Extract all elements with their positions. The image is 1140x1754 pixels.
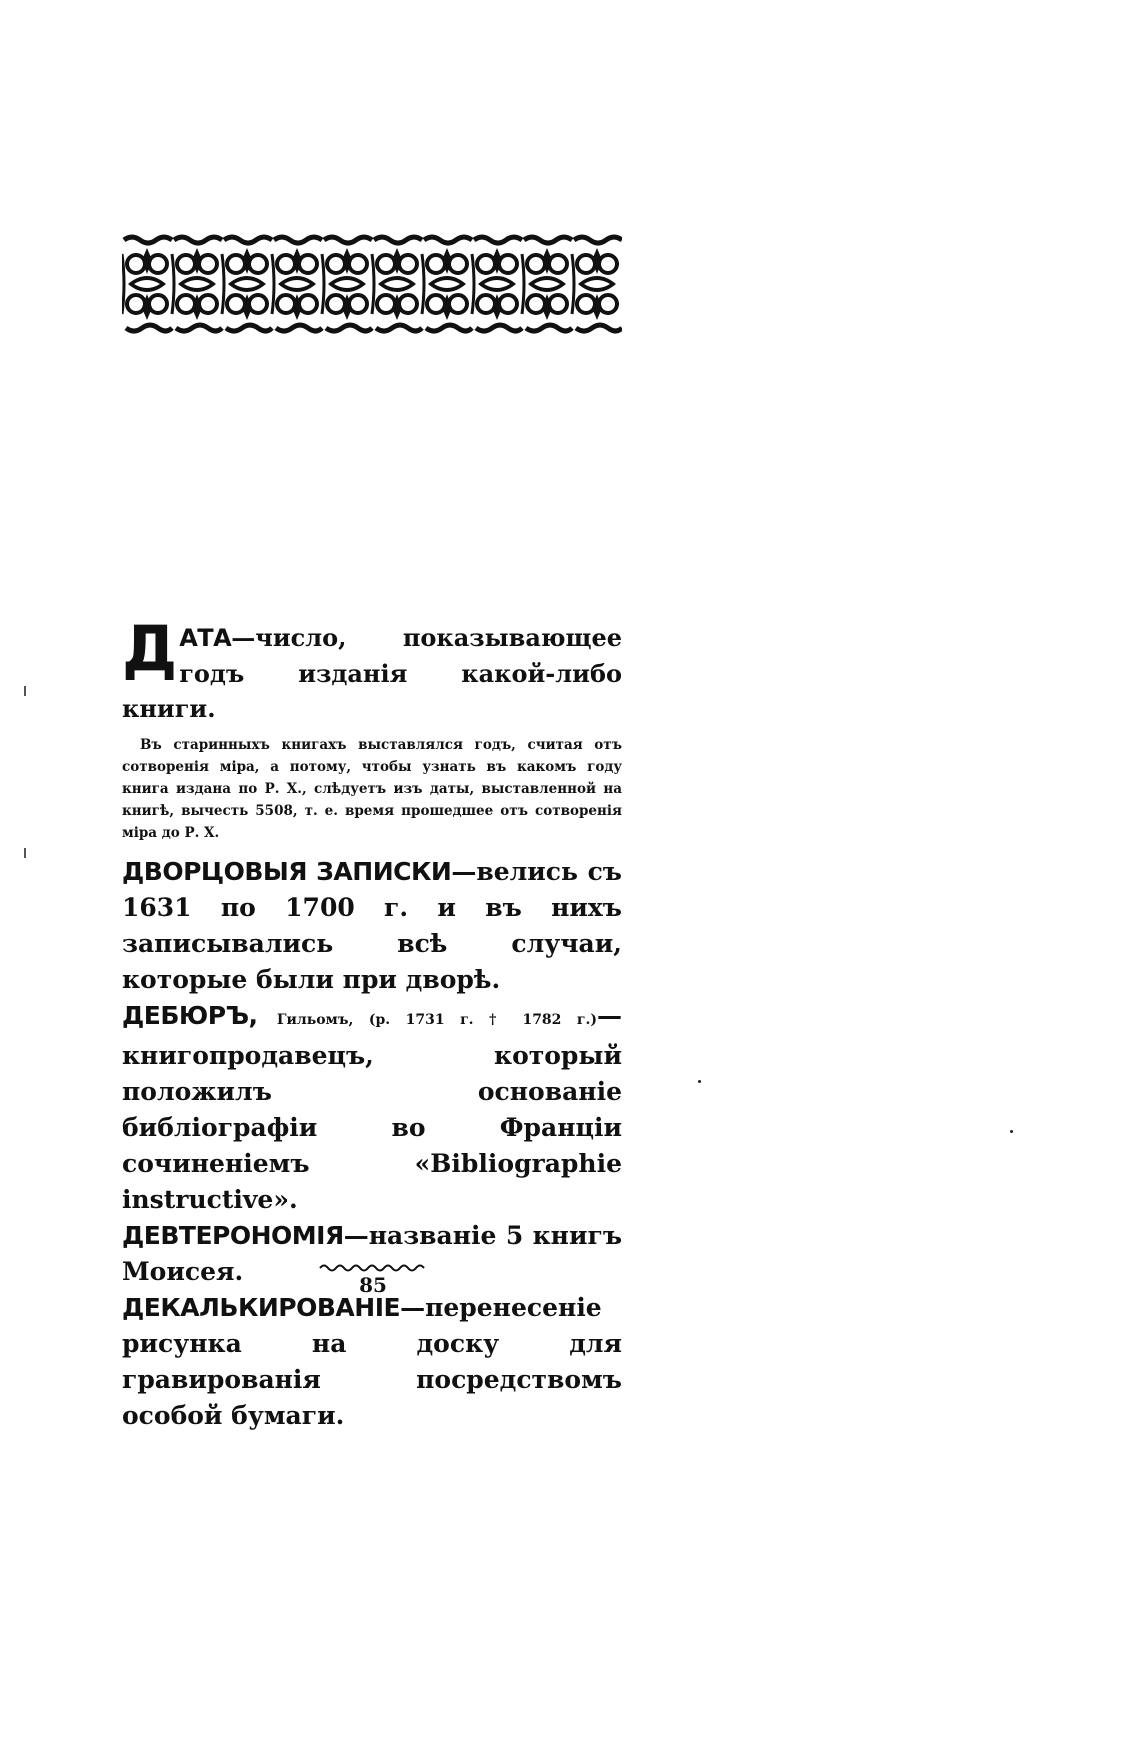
drop-cap: Д: [122, 612, 178, 685]
entry-debyur-definition: — книгопродавецъ, который положилъ основаніе библіографіи во Франціи сочиненіемъ «Bibliographie instructive».: [122, 1001, 622, 1214]
page-number: 85: [359, 1273, 387, 1297]
entry-devteronomiya-headword: ДЕВТЕРОНОМІЯ: [122, 1221, 344, 1250]
entry-devteronomiya-definition: —названіе 5 книгъ Моисея.: [122, 1221, 622, 1286]
ornament-header: [122, 234, 622, 334]
entry-dvortsovyya-headword: ДВОРЦОВЫЯ ЗАПИСКИ: [122, 857, 452, 886]
entry-dekalkirovanie: [122, 1290, 622, 1434]
entry-data-note: Въ старинныхъ книгахъ выставлялся годъ, считая отъ сотворенія міра, а потому, чтобы узнать въ какомъ году книга издана по Р. Х., слѣдуетъ изъ даты, выставленной на книгѣ, вычесть 5508, т. е. время прошедшее отъ сотворенія міра до Р. Х.: [122, 737, 622, 841]
margin-mark: [24, 848, 26, 858]
entry-data-definition: —число, показывающее годъ изданія какой-либо книги.: [122, 623, 622, 723]
margin-mark: [24, 686, 26, 696]
entry-dvortsovyya: [122, 854, 622, 998]
entry-data-headword: АТА: [179, 624, 232, 652]
scan-speck: [1010, 1130, 1013, 1133]
entry-dekalkirovanie-definition: —перенесеніе рисунка на доску для гравированія посредствомъ особой бумаги.: [122, 1293, 622, 1430]
wavy-rule: [318, 1262, 428, 1272]
entry-dekalkirovanie-headword: ДЕКАЛЬКИРОВАНІЕ: [122, 1293, 401, 1322]
scan-speck: [698, 1080, 701, 1083]
entry-debyur-headword: ДЕБЮРЪ,: [122, 1001, 258, 1030]
entry-debyur-aside: Гильомъ, (р. 1731 г. † 1782 г.): [276, 1012, 597, 1028]
dictionary-entries: [122, 612, 622, 1434]
page-footer: [318, 1262, 428, 1298]
entry-dvortsovyya-definition: —велись съ 1631 по 1700 г. и въ нихъ записывались всѣ случаи, которые были при дворѣ.: [122, 857, 622, 994]
entry-data: [122, 612, 622, 726]
entry-debyur: [122, 998, 622, 1218]
